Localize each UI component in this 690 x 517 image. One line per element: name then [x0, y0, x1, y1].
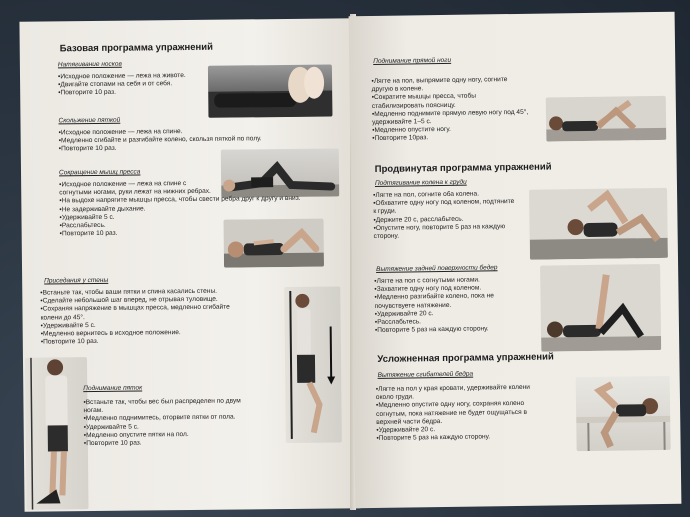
photo-heel-raise	[25, 357, 89, 510]
photo-straight-leg-raise	[546, 96, 667, 142]
photo-hamstring-stretch	[540, 264, 661, 352]
photo-knee-to-chest	[529, 188, 668, 260]
figure-knee-to-chest	[529, 188, 668, 260]
text-wall-squat: •Встаньте так, чтобы ваши пятки и спина касались стены. •Сделайте небольшой шаг вперед, не отрывая туловище. •Сохраняя напряжение в мышцах пресса, медленно сгибайте колени до 45°. •Удерживайте 5 с. •Медленно вернитесь в исходное положение. •Повторите 10 раз.	[40, 287, 230, 346]
heading-wall-squat: Приседания у стены	[44, 276, 109, 285]
figure-leg-raise	[546, 96, 667, 142]
figure-hamstring-stretch	[540, 264, 661, 352]
figure-prone-legs	[208, 65, 333, 118]
figure-heel-raise	[25, 357, 89, 510]
photo-hip-flexor-stretch	[576, 376, 671, 451]
heading-heel-raise: Поднимание пяток	[83, 384, 143, 393]
text-toe-pull: •Исходное положение — лежа на животе. •Двигайте стопами на себя и от себя. •Повторите 10 раз.	[57, 72, 186, 97]
figure-supine-abs	[224, 219, 324, 268]
heading-hamstring-stretch: Вытяжение задней поверхности бедер	[376, 264, 498, 273]
heading-knee-to-chest: Подтягивание колена к груди	[374, 178, 467, 187]
left-page-title: Базовая программа упражнений	[59, 41, 214, 55]
heading-straight-leg-raise: Поднимание прямой ноги	[373, 56, 452, 65]
text-heel-slide: •Исходное положение — лежа на спине. •Медленно сгибайте и разгибайте колено, скользя пяткой по полу. •Повторите 10 раз.	[58, 128, 262, 153]
text-heel-raise: •Встаньте так, чтобы вес был распределен по двум ногам. •Медленно поднимитесь, оторвите пятки от пола. •Удерживайте 5 с. •Медленно опустите пятки на пол. •Повторите 10 раз.	[83, 397, 241, 448]
heading-ab-contraction: Сокращение мышц пресса	[58, 168, 141, 177]
figure-hip-flexor-stretch	[576, 376, 671, 451]
photo-ab-contraction	[224, 219, 324, 268]
advanced-program-title: Продвинутая программа упражнений	[374, 161, 552, 175]
right-page	[349, 12, 682, 509]
complex-program-title: Усложненная программа упражнений	[377, 351, 554, 365]
heading-hip-flexor-stretch: Вытяжение сгибателей бедра	[377, 370, 474, 379]
text-hip-flexor-stretch: •Лягте на пол у края кровати, удерживайте колени около груди. •Медленно опустите одну ногу, сохраняя колено согнутым, пока натяжение не будет ощущаться в верхней части бедра. •Удерживайте 20 с. •Повторите 5 раз на каждую сторону.	[375, 383, 530, 443]
text-hamstring-stretch: •Лягте на пол с согнутыми ногами. •Захватите одну ногу под коленом. •Медленно разгибайте колено, пока не почувствуете натяжение. •Удерживайте 20 с. •Расслабьтесь. •Повторите 5 раз на каждую сторону.	[374, 276, 494, 335]
text-knee-to-chest: •Лягте на пол, согните оба колена. •Обхватите одну ногу под коленом, подтяните к груди. •Держите 20 с, расслабьтесь. •Опустите ногу, повторите 5 раз на каждую сторону.	[373, 190, 515, 240]
photo-toe-pull	[208, 65, 333, 118]
text-straight-leg-raise: •Лягте на пол, выпрямите одну ногу, согните другую в колене. •Сократите мышцы пресса, чтобы стабилизировать поясницу. •Медленно поднимите прямую левую ногу под 45°, удерживайте 1–5 с. •Медленно опустите ногу. •Повторите 10раз.	[371, 76, 529, 143]
heading-toe-pull: Натягивание носков	[57, 60, 122, 69]
left-page	[19, 18, 360, 511]
photo-wall-squat	[284, 286, 342, 443]
heading-heel-slide: Скольжение пяткой	[58, 116, 121, 125]
text-ab-contraction: •Исходное положение — лежа на спине с согнутыми ногами, руки лежат на нижних ребрах. •На выдохе напрягите мышцы пресса, чтобы свести ребра друг к другу и вниз. •Не задерживайте дыхание. •Удерживайте 5 с. •Расслабьтесь. •Повторите 10 раз.	[59, 180, 301, 238]
figure-wall-squat	[284, 286, 342, 443]
